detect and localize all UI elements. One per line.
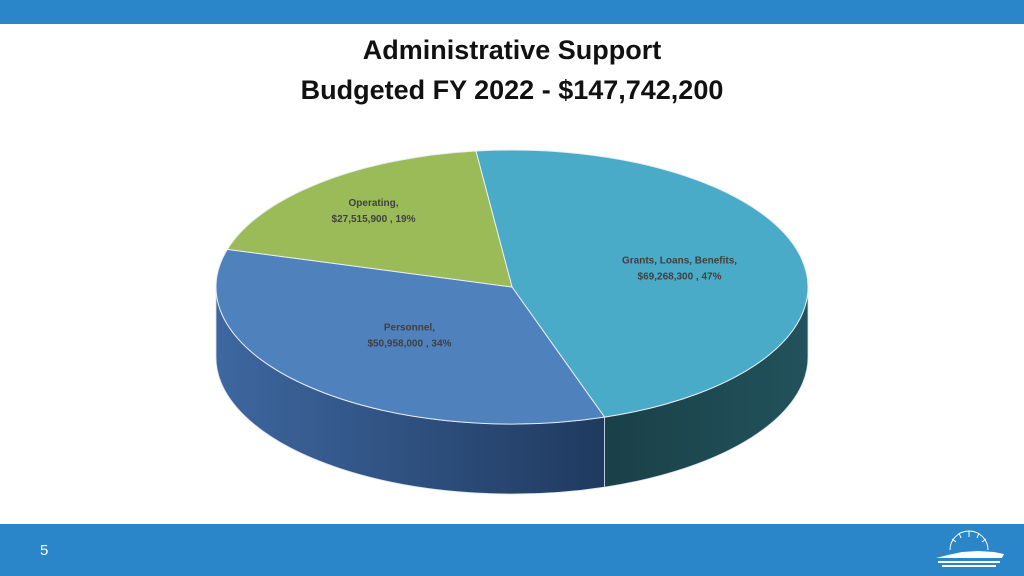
pie-slice-name-2: Operating, — [348, 198, 399, 210]
footer-bar — [0, 524, 1024, 576]
pie-slice-value-0: $69,268,300 , 47% — [637, 271, 722, 283]
kentucky-seal-logo-icon — [928, 528, 1010, 572]
pie-slice-value-1: $50,958,000 , 34% — [367, 338, 452, 350]
pie-slices — [216, 150, 808, 424]
pie-slice-value-2: $27,515,900 , 19% — [331, 214, 416, 226]
chart-title-line-1: Administrative Support — [362, 35, 662, 65]
pie-slice-name-1: Personnel, — [383, 322, 436, 334]
pie-slice-name-0: Grants, Loans, Benefits, — [622, 255, 738, 267]
page-number: 5 — [40, 542, 49, 559]
chart-title-line-2: Budgeted FY 2022 - $147,742,200 — [300, 75, 724, 105]
